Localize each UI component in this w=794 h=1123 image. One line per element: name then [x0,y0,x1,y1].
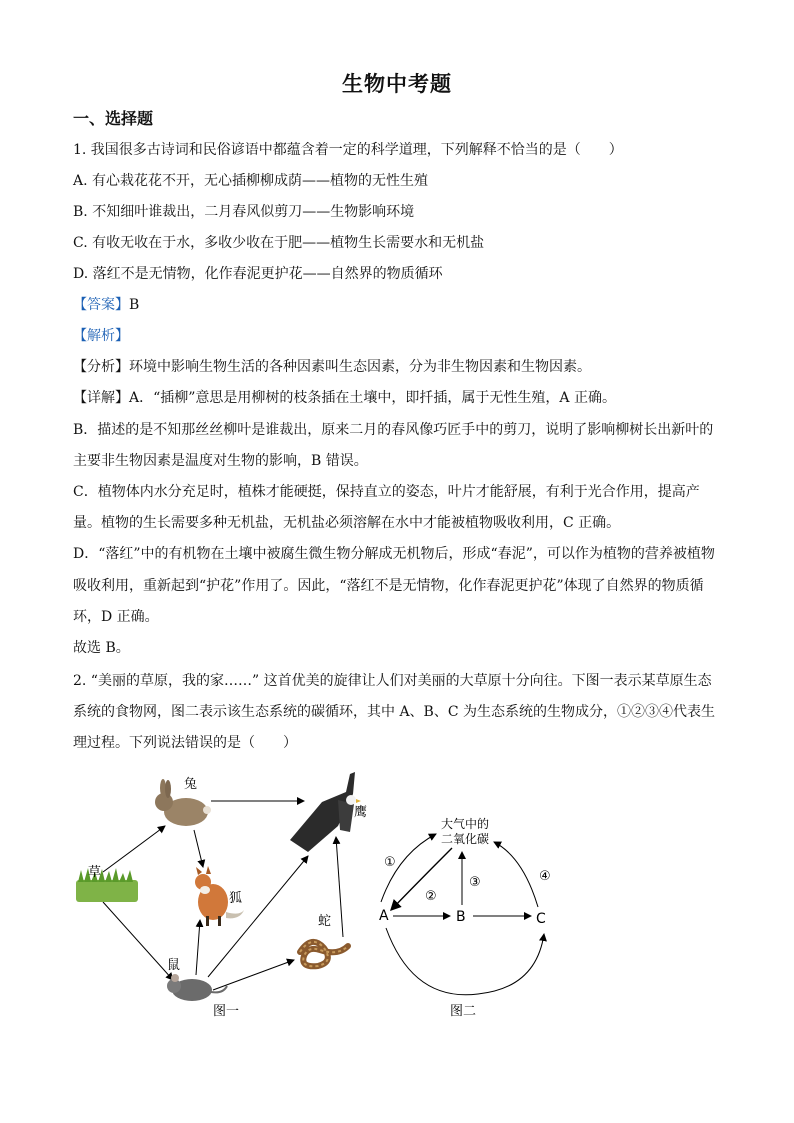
arrow-a-c [386,928,544,995]
label-eagle: 鹰 [354,805,368,820]
arrow-grass-mouse [103,902,173,980]
process-4: ④ [539,869,551,884]
label-snake: 蛇 [318,914,332,929]
xiangjie-text-d3: 环，D 正确。 [73,609,159,625]
arrow-mouse-snake [213,960,294,990]
q2-stem-line-1: 2. “美丽的草原，我的家……” 这首优美的旋律让人们对美丽的大草原十分向往。下图一表示某草原生态 [73,673,712,689]
arrow-process-2 [391,848,452,910]
page-title: 生物中考题 [342,71,452,96]
q2-stem-line-3: 理过程。下列说法错误的是（ ） [73,735,297,751]
node-c: C [536,911,546,927]
label-grass: 草 [88,865,102,880]
figure2-caption: 图二 [450,1004,477,1019]
fenxi-text: 环境中影响生物生活的各种因素叫生态因素，分为非生物因素和生物因素。 [129,359,591,375]
fenxi-line [73,357,723,377]
carbon-cycle-diagram [379,816,551,1019]
arrow-process-4 [494,842,538,907]
eagle-icon [290,772,361,852]
analysis-line [73,326,723,346]
answer-line [73,295,723,315]
node-a: A [379,908,389,924]
conclusion-line: 故选 B。 [73,640,130,656]
figures [68,762,728,1032]
xiangjie-tag: 【详解】 [73,390,129,406]
mouse-icon [167,974,227,1001]
grass-icon [76,868,138,902]
arrow-snake-eagle [336,837,343,937]
label-mouse: 鼠 [167,958,181,973]
analysis-tag: 【解析】 [73,328,129,344]
atmosphere-label-line2: 二氧化碳 [441,832,490,846]
xiangjie-line [73,388,723,408]
xiangjie-text-d2: 吸收利用，重新起到“护花”作用了。因此，“落红不是无情物，化作春泥更护花”体现了自然界的物质循 [73,578,704,594]
section-heading: 一、选择题 [73,109,154,128]
process-3: ③ [469,875,481,890]
arrow-rabbit-fox [194,830,203,867]
xiangjie-text-b1: B．描述的是不知那丝丝柳叶是谁裁出，原来二月的春风像巧匠手中的剪刀，说明了影响柳树长出新叶的 [73,422,714,438]
xiangjie-text-b2: 主要非生物因素是温度对生物的影响，B 错误。 [73,453,368,469]
q1-option-a: A. 有心栽花花不开，无心插柳柳成荫——植物的无性生殖 [73,173,429,189]
atmosphere-label-line1: 大气中的 [441,817,490,831]
arrow-grass-rabbit [103,826,165,872]
arrow-mouse-fox [196,920,200,975]
label-rabbit: 兔 [184,777,198,792]
node-b: B [456,909,466,925]
rabbit-icon [155,779,211,826]
figure1-caption: 图一 [213,1004,240,1019]
q2-stem-line-2: 系统的食物网，图二表示该生态系统的碳循环，其中 A、B、C 为生态系统的生物成分，①②③④代表生 [73,704,716,720]
q1-option-b: B. 不知细叶谁裁出，二月春风似剪刀——生物影响环境 [73,204,415,220]
xiangjie-text-c2: 量。植物的生长需要多种无机盐，无机盐必须溶解在水中才能被植物吸收利用，C 正确。 [73,515,621,531]
xiangjie-text-c1: C．植物体内水分充足时，植株才能硬挺，保持直立的姿态，叶片才能舒展，有利于光合作用，提高产 [73,484,700,500]
process-1: ① [384,855,396,870]
q1-option-c: C. 有收无收在于水，多收少收在于肥——植物生长需要水和无机盐 [73,235,485,251]
label-fox: 狐 [229,891,243,906]
xiangjie-text-d1: D．“落红”中的有机物在土壤中被腐生微生物分解成无机物后，形成“春泥”，可以作为植物的营养被植物 [73,546,715,562]
answer-tag: 【答案】 [73,297,129,313]
food-web-diagram [76,772,367,1019]
q1-option-d: D. 落红不是无情物，化作春泥更护花——自然界的物质循环 [73,266,443,282]
fenxi-tag: 【分析】 [73,359,129,375]
xiangjie-text-a: A．“插柳”意思是用柳树的枝条插在土壤中，即扦插，属于无性生殖，A 正确。 [129,390,616,406]
process-2: ② [425,889,437,904]
answer-value: B [129,297,140,313]
snake-icon [300,942,348,966]
q1-stem: 1. 我国很多古诗词和民俗谚语中都蕴含着一定的科学道理，下列解释不恰当的是（ ） [73,142,623,158]
arrow-mouse-eagle [208,856,308,977]
